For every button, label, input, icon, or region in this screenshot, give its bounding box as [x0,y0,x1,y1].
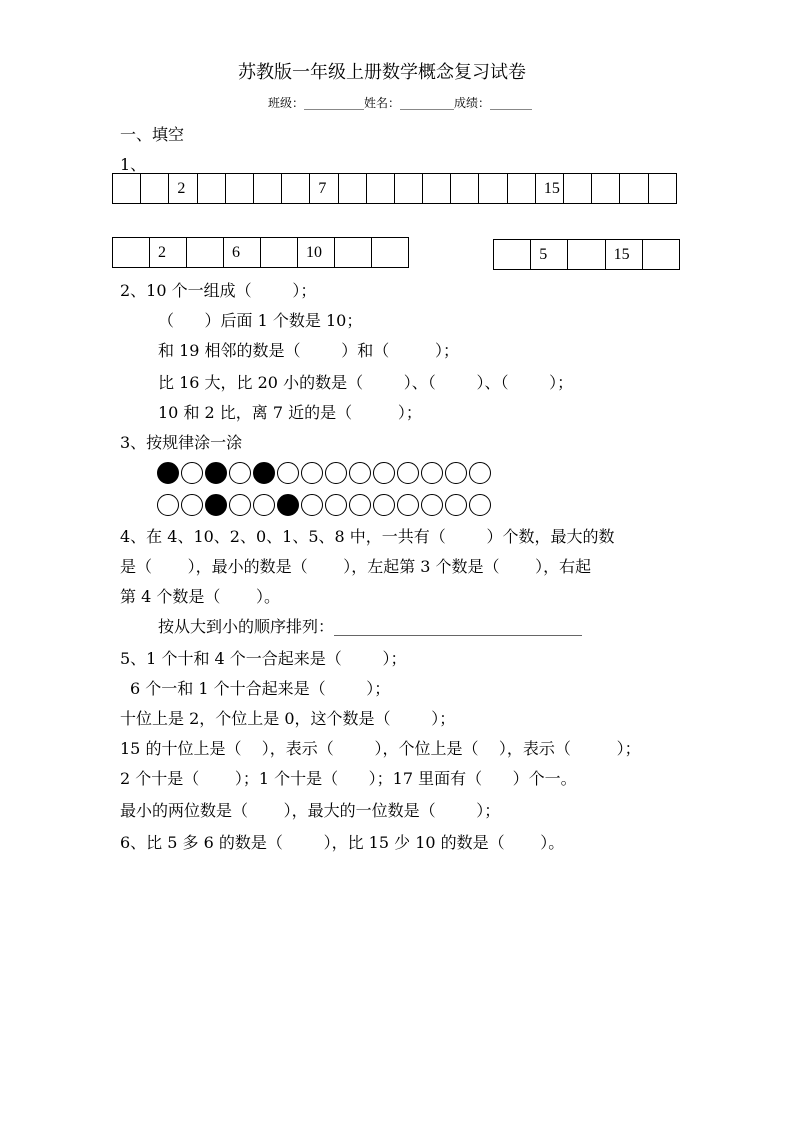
question-4-line: 按从大到小的顺序排列：_______________________________ [158,617,583,636]
filled-bead [253,462,275,484]
empty-bead [229,494,251,516]
number-cell [197,174,225,204]
question-5-line: 6 个一和 1 个十合起来是（ ）； [130,679,391,698]
empty-bead [445,462,467,484]
page-title: 苏教版一年级上册数学概念复习试卷 [238,62,526,83]
number-cell [338,174,366,204]
empty-bead [229,462,251,484]
number-cell [423,174,451,204]
empty-bead [325,462,347,484]
number-cell [225,174,253,204]
number-cell [648,174,676,204]
number-grid-1 [112,173,677,204]
number-cell [394,174,422,204]
question-3-label: 3、按规律涂一涂 [120,433,243,452]
question-4-line: 是（ ），最小的数是（ ），左起第 3 个数是（ ），右起 [120,557,592,576]
number-cell [141,174,169,204]
empty-bead [421,462,443,484]
bead-pattern-row-1 [157,462,493,484]
empty-bead [469,462,491,484]
number-cell [366,174,394,204]
empty-bead [181,462,203,484]
empty-bead [157,494,179,516]
number-cell [253,174,281,204]
number-cell: 6 [224,238,261,268]
number-grid-2 [112,237,409,268]
question-2-line: （ ）后面 1 个数是 10； [158,311,363,330]
question-2-line: 比 16 大，比 20 小的数是（ ）、（ ）、（ ）； [158,373,574,392]
empty-bead [421,494,443,516]
number-cell [479,174,507,204]
question-5-line: 十位上是 2，个位上是 0，这个数是（ ）； [120,709,456,728]
empty-bead [445,494,467,516]
question-5-line: 5、1 个十和 4 个一合起来是（ ）； [120,649,407,668]
number-cell [113,174,141,204]
student-info-line: 班级：__________姓名：_________成绩：_______ [268,96,533,110]
number-grid-3 [493,239,680,270]
empty-bead [301,494,323,516]
bead-pattern-row-2 [157,494,493,516]
question-4-line: 第 4 个数是（ ）。 [120,587,280,606]
empty-bead [253,494,275,516]
number-cell: 2 [150,238,187,268]
question-1-label: 1、 [120,155,147,174]
filled-bead [205,462,227,484]
filled-bead [205,494,227,516]
question-5-line: 最小的两位数是（ ），最大的一位数是（ ）； [120,801,501,820]
number-cell [187,238,224,268]
empty-bead [397,462,419,484]
section-heading: 一、填空 [120,125,185,144]
question-5-line: 15 的十位上是（ ），表示（ ），个位上是（ ），表示（ ）； [120,739,641,758]
question-2-line: 和 19 相邻的数是（ ）和（ ）； [158,341,459,360]
empty-bead [349,462,371,484]
empty-bead [277,462,299,484]
number-cell: 7 [310,174,338,204]
question-4-line: 4、在 4、10、2、0、1、5、8 中，一共有（ ）个数，最大的数 [120,527,615,546]
number-cell [451,174,479,204]
filled-bead [277,494,299,516]
empty-bead [373,462,395,484]
number-cell [568,240,605,270]
number-cell [642,240,679,270]
number-cell: 15 [535,174,563,204]
number-cell [620,174,648,204]
empty-bead [397,494,419,516]
number-cell [372,238,409,268]
question-5-line: 2 个十是（ ）；1 个十是（ ）；17 里面有（ ）个一。 [120,769,577,788]
number-cell [507,174,535,204]
number-cell [592,174,620,204]
number-cell: 2 [169,174,197,204]
empty-bead [181,494,203,516]
empty-bead [373,494,395,516]
number-cell [261,238,298,268]
question-2-line: 2、10 个一组成（ ）； [120,281,317,300]
empty-bead [349,494,371,516]
filled-bead [157,462,179,484]
empty-bead [325,494,347,516]
empty-bead [469,494,491,516]
empty-bead [301,462,323,484]
number-cell [494,240,531,270]
number-cell: 10 [298,238,335,268]
number-cell: 5 [531,240,568,270]
question-6-line: 6、比 5 多 6 的数是（ ），比 15 少 10 的数是（ ）。 [120,833,565,852]
number-cell [335,238,372,268]
question-2-line: 10 和 2 比，离 7 近的是（ ）； [158,403,422,422]
number-cell [113,238,150,268]
number-cell: 15 [605,240,642,270]
number-cell [564,174,592,204]
number-cell [282,174,310,204]
